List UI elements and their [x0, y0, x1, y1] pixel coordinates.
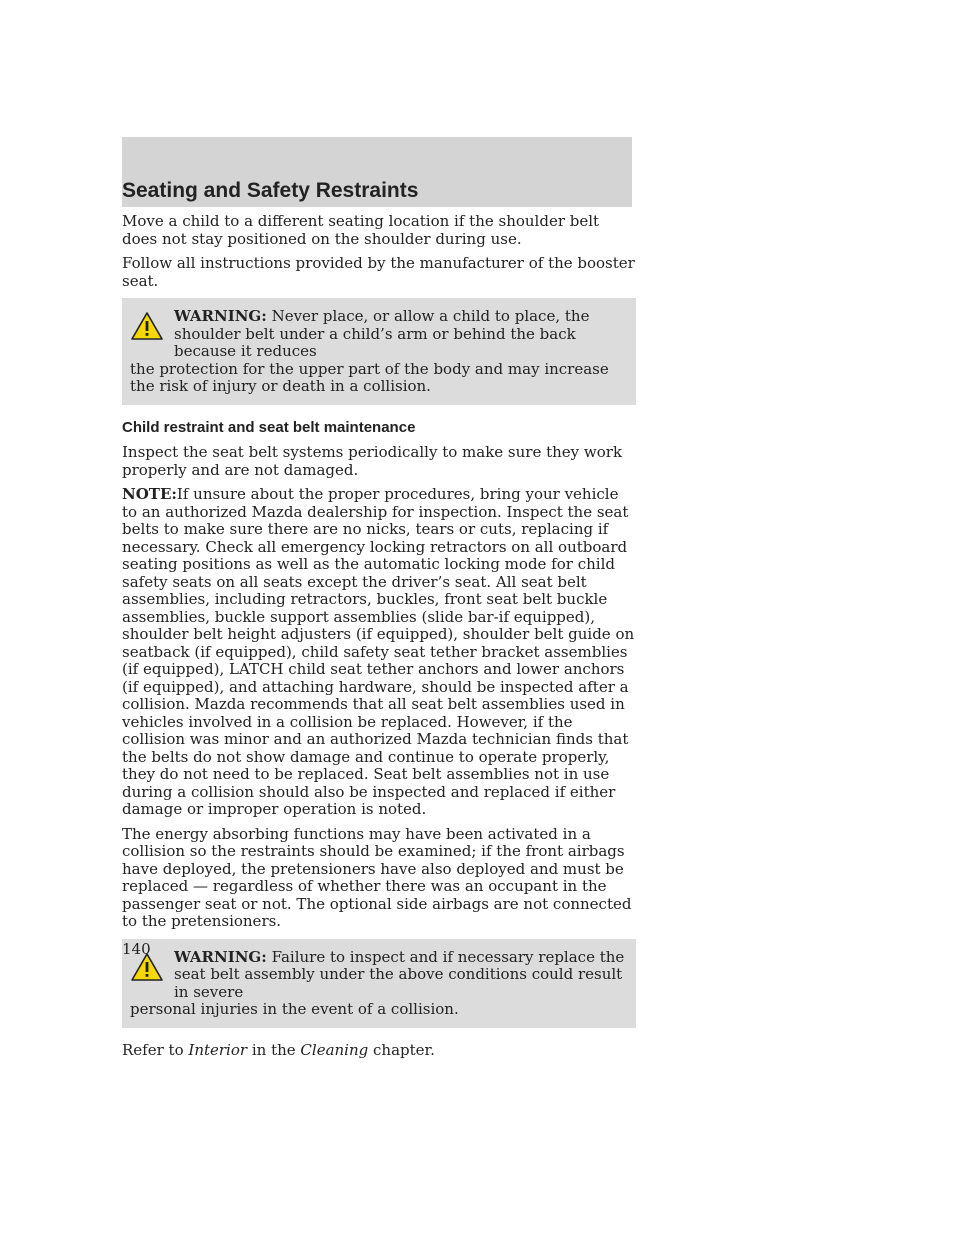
warning-triangle-icon	[130, 311, 164, 341]
paragraph-note	[122, 486, 636, 819]
paragraph-energy-absorbing: The energy absorbing functions may have been activated in a collision so the restraints should be examined; if the front airbags have deployed, the pretensioners have also deployed and must be replaced — regardless of whether there was an occupant in the passenger seat or not. The optional side airbags are not connected to the pretensioners.	[122, 824, 632, 930]
paragraph-refer	[122, 1042, 636, 1060]
section-title: Seating and Safety Restraints	[122, 179, 419, 202]
refer-prefix: Refer to	[122, 1040, 184, 1059]
paragraph-inspect: Inspect the seat belt systems periodically to make sure they work properly and are not damaged.	[122, 443, 623, 479]
refer-cleaning: Cleaning	[300, 1040, 369, 1059]
warning-first-lines	[130, 308, 628, 361]
refer-suffix: chapter.	[373, 1040, 435, 1059]
page-number: 140	[122, 940, 151, 958]
warning-label: WARNING:	[174, 947, 267, 966]
note-label: NOTE:	[122, 485, 177, 503]
paragraph-move-child: Move a child to a different seating location if the shoulder belt does not stay positioned on the shoulder during use.	[122, 212, 600, 248]
warning-text-start: Failure to inspect and if necessary replace the seat belt assembly under the above conditions could result in severe	[174, 947, 625, 1001]
warning-box-shoulder-belt	[122, 298, 636, 405]
warning-label: WARNING:	[174, 307, 267, 325]
warning-box-inspection	[122, 939, 636, 1028]
refer-middle: in the	[251, 1040, 296, 1059]
note-text: If unsure about the proper procedures, bring your vehicle to an authorized Mazda dealership for inspection. Inspect the seat belts to make sure there are no nicks, tears or cuts, replacing if necessary. Check all emergency locking retractors on all outboard seating positions as well as the automatic locking mode for child safety seats on all seats except the driver’s seat. All seat belt assemblies, including retractors, buckles, front seat belt buckle assemblies, buckle support assemblies (slide bar-if equipped), shoulder belt height adjusters (if equipped), shoulder belt guide on seatback (if equipped), child safety seat tether bracket assemblies (if equipped), LATCH child seat tether anchors and lower anchors (if equipped), and attaching hardware, should be inspected after a collision. Mazda recommends that all seat belt assemblies used in vehicles involved in a collision be replaced. However, if the collision was minor and an authorized Mazda technician finds that the belts do not show damage and continue to operate properly, they do not need to be replaced. Seat belt assemblies not in use during a collision should also be inspected and replaced if either damage or improper operation is noted.	[122, 485, 635, 818]
refer-interior: Interior	[188, 1040, 248, 1059]
subheading-maintenance: Child restraint and seat belt maintenance	[122, 418, 416, 436]
warning-text-rest: the protection for the upper part of the body and may increase the risk of injury or death in a collision.	[130, 359, 609, 395]
warning-first-lines	[130, 949, 628, 1002]
page-content	[122, 213, 636, 1066]
warning-text-start: Never place, or allow a child to place, the shoulder belt under a child’s arm or behind the back because it reduces	[174, 307, 590, 360]
warning-text-rest: personal injuries in the event of a collision.	[130, 1000, 459, 1018]
paragraph-follow-instructions: Follow all instructions provided by the manufacturer of the booster seat.	[122, 254, 635, 290]
